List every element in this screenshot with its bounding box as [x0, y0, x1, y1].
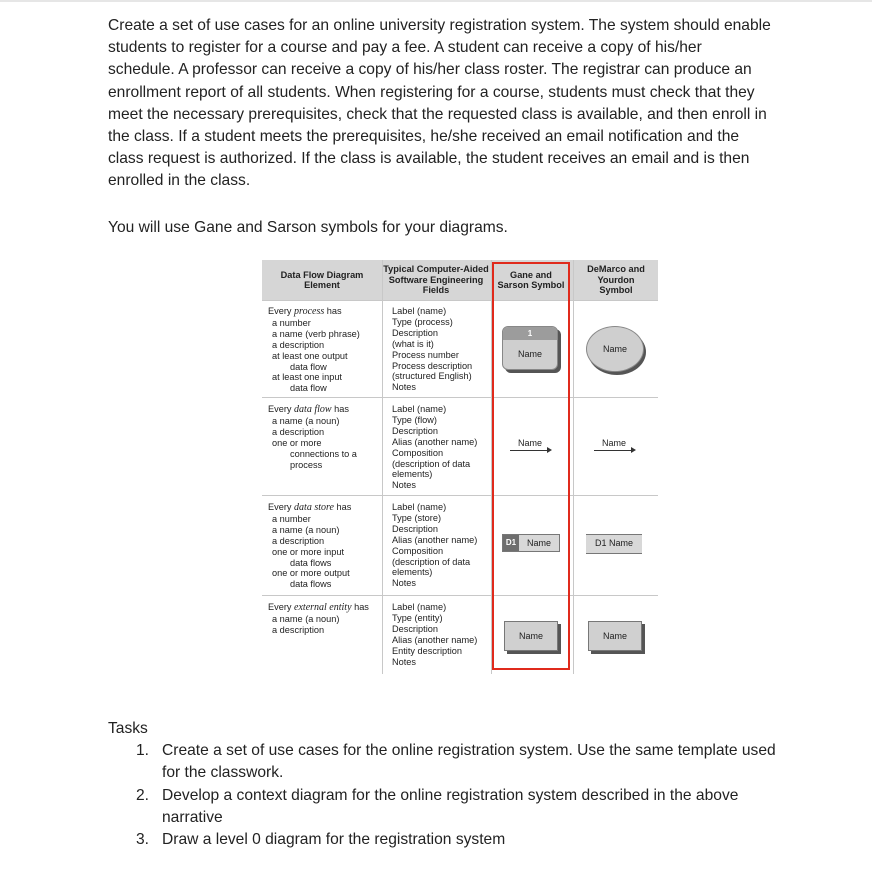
store-name: Name — [526, 538, 551, 548]
flow-arrow-icon — [594, 450, 634, 451]
task-text: narrative — [162, 809, 223, 827]
task-number: 2. — [136, 787, 150, 804]
data-store-element-desc: Every data store has a number a name (a noun) a description one or more input data flows one or more output data flows — [268, 502, 352, 590]
gane-sarson-entity-symbol: Name — [504, 621, 558, 651]
description-line: enrolled in the class. — [108, 172, 251, 190]
description-line: enrollment report of all students. When registering for a course, students must check that they — [108, 83, 755, 101]
top-border — [0, 0, 872, 2]
entity-element-desc: Every external entity has a name (a noun) a description — [268, 602, 369, 635]
data-store-case-fields: Label (name) Type (store) Description Alias (another name) Composition (description of data elements) Notes — [392, 502, 478, 589]
task-item — [136, 829, 842, 851]
symbols-instruction: You will use Gane and Sarson symbols for your diagrams. — [108, 219, 508, 236]
process-case-fields: Label (name) Type (process) Description (what is it) Process number Process description (structured English) Notes — [392, 306, 473, 393]
row-divider — [262, 595, 658, 596]
task-text: for the classwork. — [162, 764, 284, 782]
header-gane-sarson: Gane and Sarson Symbol — [497, 269, 565, 290]
header-dfd-element: Data Flow Diagram Element — [280, 269, 364, 290]
flow-name: Name — [517, 438, 542, 448]
process-name: Name — [517, 349, 542, 359]
task-item — [136, 740, 842, 784]
tasks-heading: Tasks — [108, 720, 148, 737]
demarco-process-symbol — [586, 326, 644, 372]
task-text: Develop a context diagram for the online registration system described in the above — [162, 787, 739, 804]
description-line: students to register for a course and pay a fee. A student can receive a copy of his/her — [108, 39, 702, 57]
entity-case-fields: Label (name) Type (entity) Description Alias (another name) Entity description Notes — [392, 602, 478, 667]
task-text: Draw a level 0 diagram for the registration system — [162, 831, 506, 848]
demarco-flow-symbol — [594, 438, 634, 458]
assignment-description — [108, 15, 818, 193]
header-case-fields: Typical Computer-Aided Software Engineering Fields — [383, 264, 489, 296]
description-line: class request is authorized. If the class is available, the student receives an email and is then — [108, 150, 750, 168]
gane-sarson-highlight — [492, 262, 570, 670]
row-divider — [262, 495, 658, 496]
header-demarco-yourdon: DeMarco and Yourdon Symbol — [587, 264, 645, 296]
task-number: 3. — [136, 831, 150, 848]
process-name: Name — [602, 344, 627, 354]
task-number: 1. — [136, 742, 150, 759]
row-divider — [262, 300, 658, 301]
description-line: meet the necessary prerequisites, check that the requested class is available, and then enroll in — [108, 105, 767, 123]
data-flow-case-fields: Label (name) Type (flow) Description Alias (another name) Composition (description of data elements) Notes — [392, 404, 478, 491]
flow-name: Name — [601, 438, 626, 448]
column-divider — [382, 260, 383, 674]
process-element-desc: Every process has a number a name (verb phrase) a description at least one output data flow at least one input data flow — [268, 306, 360, 394]
data-flow-element-desc: Every data flow has a name (a noun) a description one or more connections to a process — [268, 404, 357, 470]
description-line: schedule. A professor can receive a copy of his/her class roster. The registrar can produce an — [108, 61, 752, 79]
task-text: Create a set of use cases for the online registration system. Use the same template used — [162, 742, 776, 759]
row-divider — [262, 397, 658, 398]
demarco-entity-symbol: Name — [588, 621, 642, 651]
description-line: the class. If a student meets the prerequisites, he/she received an email notification and the — [108, 128, 740, 146]
description-line: Create a set of use cases for an online university registration system. The system should enable — [108, 17, 771, 34]
store-id: D1 — [503, 535, 519, 551]
dfd-symbols-table — [262, 260, 658, 674]
column-divider — [573, 260, 574, 674]
task-item — [136, 785, 842, 829]
demarco-store-symbol: D1 Name — [586, 534, 642, 554]
process-number: 1 — [503, 327, 557, 340]
